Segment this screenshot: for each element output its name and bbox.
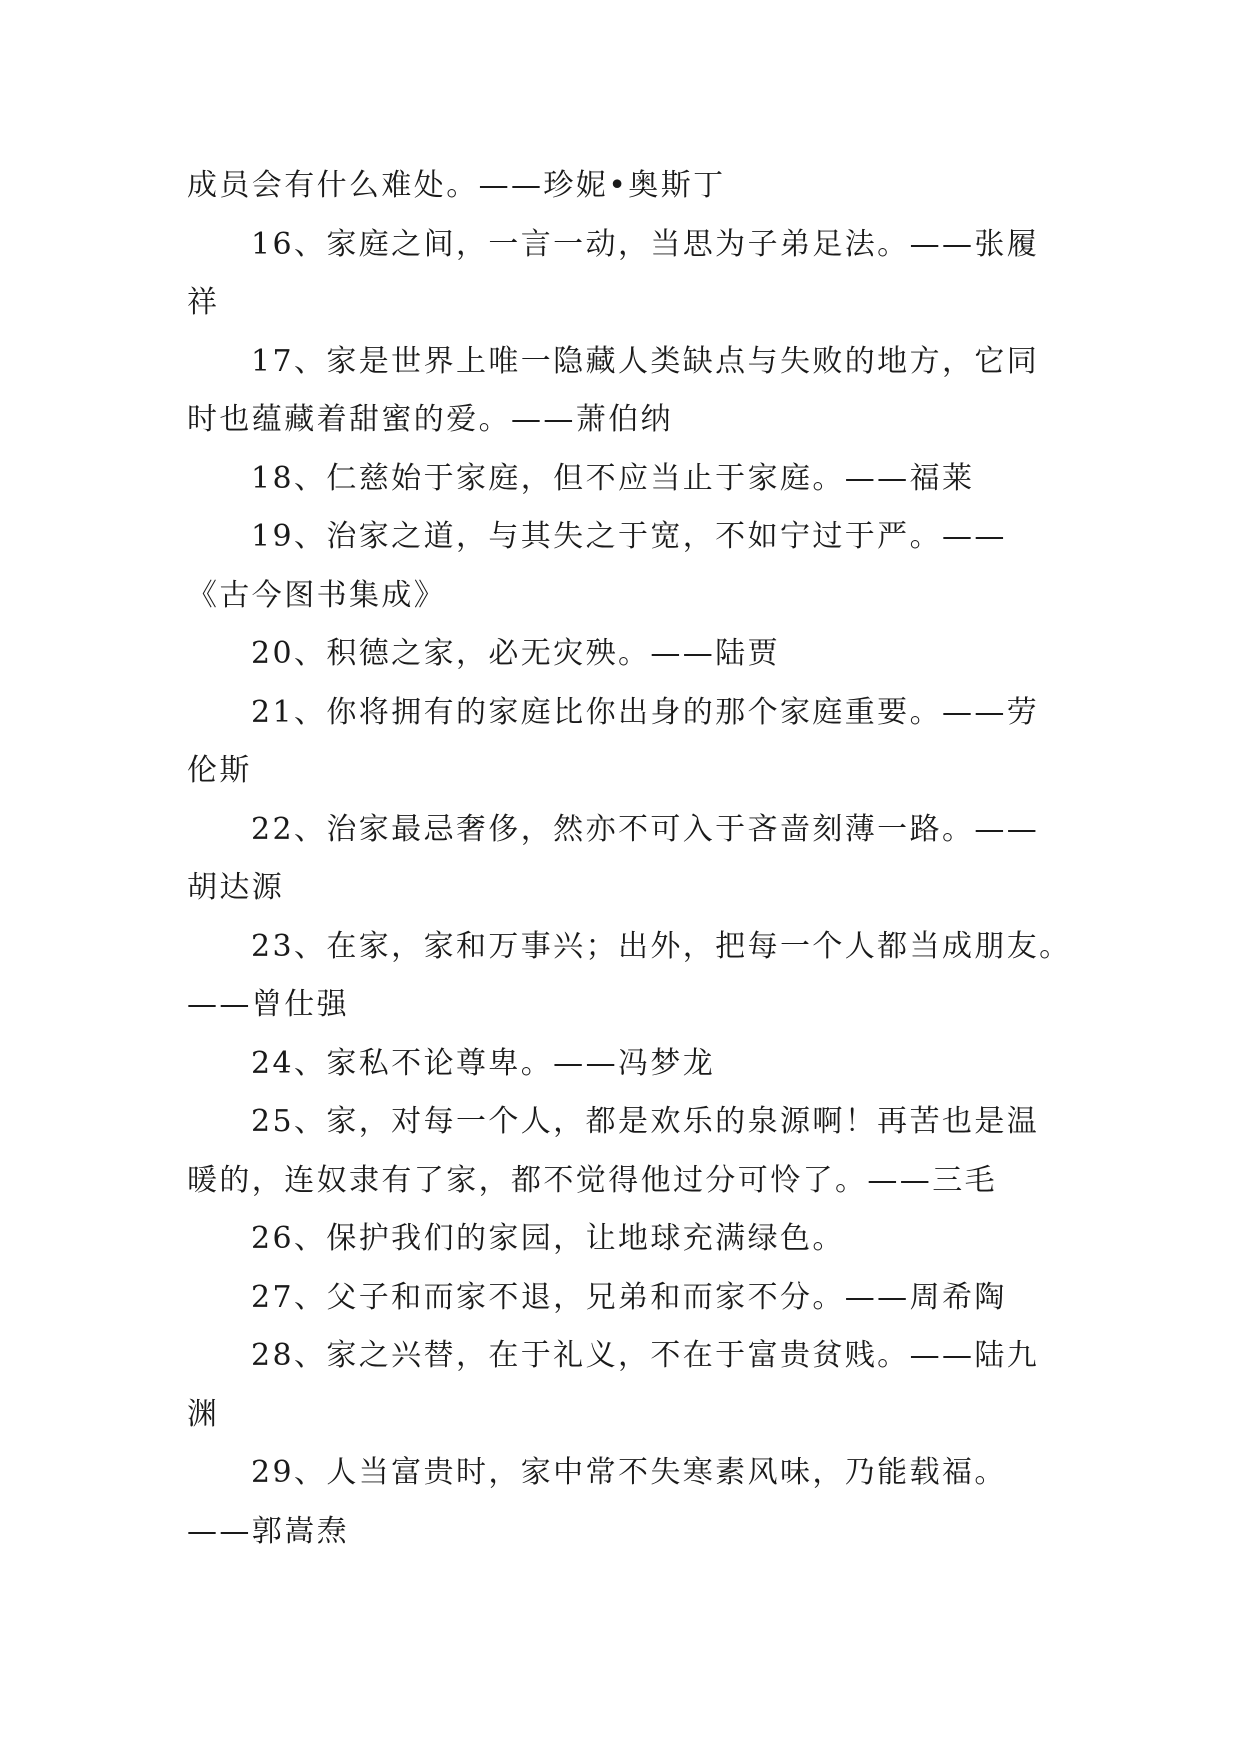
quote-24-line: 24、家私不论尊卑。——冯梦龙 (251, 1045, 716, 1081)
text-line: 成员会有什么难处。——珍妮•奥斯丁 (187, 168, 726, 203)
quote-text-block (187, 157, 1072, 1561)
quote-17-line: 17、家是世界上唯一隐藏人类缺点与失败的地方，它同 (251, 343, 1040, 379)
text-line: 时也蕴藏着甜蜜的爱。——萧伯纳 (187, 402, 673, 437)
quote-20-line: 20、积德之家，必无灾殃。——陆贾 (251, 636, 780, 671)
quote-16-line: 16、家庭之间，一言一动，当思为子弟足法。——张履 (251, 226, 1040, 262)
text-line: 渊 (187, 1396, 220, 1432)
quote-29-line: 29、人当富贵时，家中常不失寒素风味，乃能载福。 (251, 1455, 1007, 1490)
quote-25-line: 25、家，对每一个人，都是欢乐的泉源啊！再苦也是温 (251, 1104, 1040, 1139)
quote-23-line: 23、在家，家和万事兴；出外，把每一个人都当成朋友。 (251, 928, 1072, 964)
text-line: 祥 (187, 285, 220, 320)
text-line: ——曾仕强 (187, 987, 349, 1022)
quote-28-line: 28、家之兴替，在于礼义，不在于富贵贫贱。——陆九 (251, 1338, 1040, 1373)
text-line: 胡达源 (187, 870, 285, 905)
quote-18-line: 18、仁慈始于家庭，但不应当止于家庭。——福莱 (251, 460, 975, 496)
text-line: 《古今图书集成》 (187, 577, 447, 613)
quote-19-line: 19、治家之道，与其失之于宽，不如宁过于严。—— (251, 519, 1007, 554)
text-line: 伦斯 (187, 753, 252, 788)
quote-27-line: 27、父子和而家不退，兄弟和而家不分。——周希陶 (251, 1279, 1007, 1315)
quote-26-line: 26、保护我们的家园，让地球充满绿色。 (251, 1221, 845, 1256)
text-line: 暖的，连奴隶有了家，都不觉得他过分可怜了。——三毛 (187, 1162, 997, 1198)
quote-21-line: 21、你将拥有的家庭比你出身的那个家庭重要。——劳 (251, 694, 1040, 730)
quote-22-line: 22、治家最忌奢侈，然亦不可入于吝啬刻薄一路。—— (251, 811, 1040, 847)
text-line: ——郭嵩焘 (187, 1513, 349, 1549)
